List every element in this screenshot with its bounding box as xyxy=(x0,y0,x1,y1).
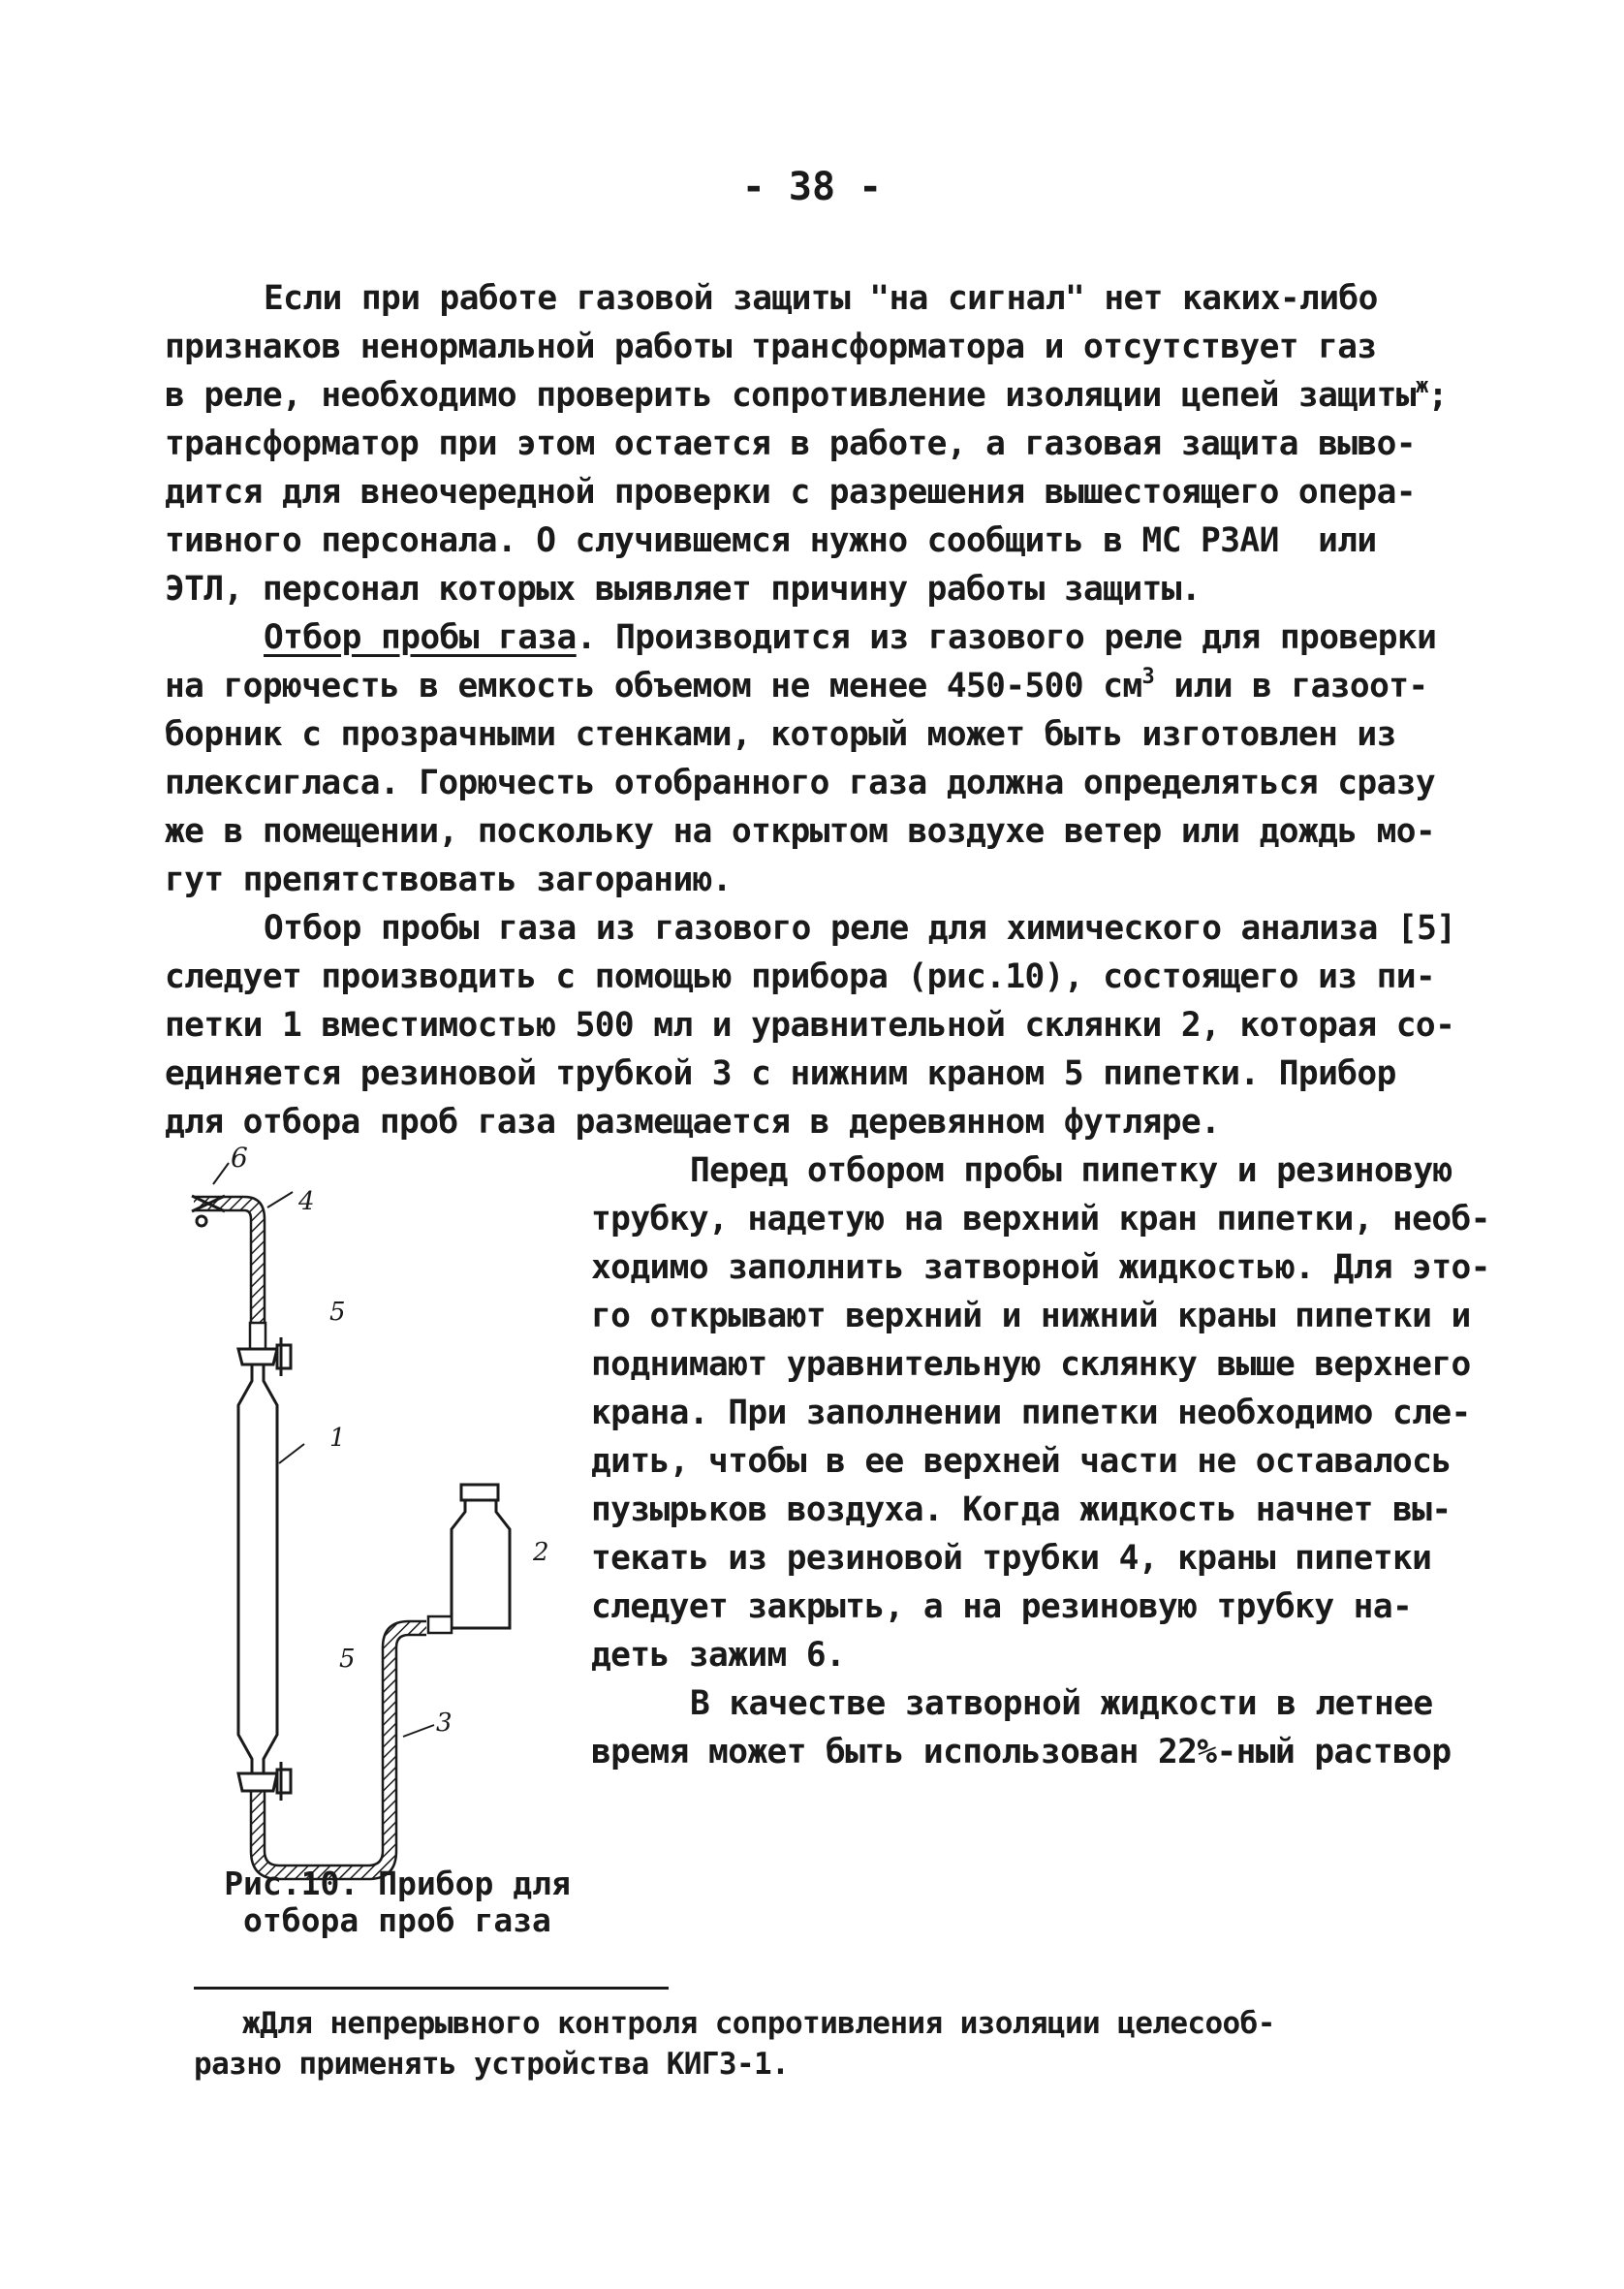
para4-line-4: го открывают верхний и нижний краны пипетки и xyxy=(591,1297,1471,1335)
para4-line-11: деть зажим 6. xyxy=(591,1636,846,1675)
footnote-mark: ж xyxy=(1415,374,1428,398)
para1-line-2: признаков ненормальной работы трансформатора и отсутствует газ xyxy=(165,328,1377,366)
para3-line-5: для отбора проб газа размещается в деревянном футляре. xyxy=(165,1103,1221,1142)
para1-line-6: тивного персонала. О случившемся нужно сообщить в МС РЗАИ или xyxy=(165,521,1377,560)
para1-line-3-tail: ; xyxy=(1427,376,1448,415)
para2-line-3: борник с прозрачными стенками, который может быть изготовлен из xyxy=(165,715,1396,754)
para4-line-2: трубку, надетую на верхний кран пипетки, необ- xyxy=(591,1200,1490,1239)
para1-line-3 xyxy=(165,376,1448,415)
page-number: - 38 - xyxy=(741,165,883,209)
para4-line-5: поднимают уравнительную склянку выше верхнего xyxy=(591,1345,1471,1384)
para2-heading: Отбор пробы газа xyxy=(264,618,577,657)
para1-line-5: дится для внеочередной проверки с разрешения вышестоящего опера- xyxy=(165,473,1416,512)
para2-line-2-b: или в газоот- xyxy=(1154,667,1428,706)
para4-line-7: дить, чтобы в ее верхней части не оставалось xyxy=(591,1442,1452,1481)
para1-line-1: Если при работе газовой защиты "на сигнал" нет каких-либо xyxy=(264,279,1378,318)
label-4: 4 xyxy=(298,1187,315,1216)
label-5-lower: 5 xyxy=(339,1645,356,1674)
figure-caption-line-2: отбора проб газа xyxy=(243,1901,551,1939)
leveling-bottle-2 xyxy=(428,1485,510,1633)
para2-line-5: же в помещении, поскольку на открытом воздухе ветер или дождь мо- xyxy=(165,812,1436,851)
para1-line-3-text: в реле, необходимо проверить сопротивление изоляции цепей защиты xyxy=(165,376,1416,415)
label-6: 6 xyxy=(231,1144,248,1174)
para2-line-6: гут препятствовать загоранию. xyxy=(165,861,732,899)
figure-caption xyxy=(194,1866,601,1939)
para3-line-1: Отбор пробы газа из газового реле для химического анализа [5] xyxy=(264,909,1456,948)
device-drawing xyxy=(174,1144,601,1899)
para3-line-2: следует производить с помощью прибора (рис.10), состоящего из пи- xyxy=(165,957,1436,996)
rubber-tube-4 xyxy=(194,1204,258,1323)
para2-line-2-a: на горючесть в емкость объемом не менее 450-500 см xyxy=(165,667,1142,706)
pipette-1 xyxy=(238,1364,277,1773)
para1-line-7: ЭТЛ, персонал которых выявляет причину работы защиты. xyxy=(165,570,1202,609)
para4-line-1: Перед отбором пробы пипетку и резиновую xyxy=(690,1151,1452,1190)
para3-line-4: единяется резиновой трубкой 3 с нижним краном 5 пипетки. Прибор xyxy=(165,1054,1396,1093)
para2-line-4: плексигласа. Горючесть отобранного газа должна определяться сразу xyxy=(165,764,1436,802)
para4-line-6: крана. При заполнении пипетки необходимо сле- xyxy=(591,1394,1471,1432)
para2-line-2 xyxy=(165,667,1428,706)
label-5-upper: 5 xyxy=(329,1298,346,1327)
gas-sampling-device-figure xyxy=(174,1144,601,1899)
para4-line-8: пузырьков воздуха. Когда жидкость начнет вы- xyxy=(591,1490,1452,1529)
footnote-divider xyxy=(194,1987,669,1990)
para3-line-3: петки 1 вместимостью 500 мл и уравнительной склянки 2, которая со- xyxy=(165,1006,1455,1045)
para4-line-10: следует закрыть, а на резиновую трубку на- xyxy=(591,1587,1413,1626)
label-2: 2 xyxy=(533,1538,549,1567)
para1-line-4: трансформатор при этом остается в работе, а газовая защита выво- xyxy=(165,424,1416,463)
footnote-line-1: жДля непрерывного контроля сопротивления изоляции целесооб- xyxy=(242,2006,1275,2041)
para4-line-9: текать из резиновой трубки 4, краны пипетки xyxy=(591,1539,1432,1578)
footnote-line-2: разно применять устройства КИГЗ-1. xyxy=(194,2047,790,2082)
para5-line-2: время может быть использован 22%-ный раствор xyxy=(591,1733,1452,1772)
cube-superscript: 3 xyxy=(1141,665,1155,689)
para4-line-3: ходимо заполнить затворной жидкостью. Для это- xyxy=(591,1248,1490,1287)
figure-caption-line-1: Рис.10. Прибор для xyxy=(224,1865,571,1902)
label-1: 1 xyxy=(329,1424,346,1453)
para5-line-1: В качестве затворной жидкости в летнее xyxy=(690,1684,1433,1723)
para2-line-1 xyxy=(264,618,1436,657)
label-3: 3 xyxy=(436,1709,453,1738)
para2-line-1-rest: . Производится из газового реле для проверки xyxy=(576,618,1437,657)
